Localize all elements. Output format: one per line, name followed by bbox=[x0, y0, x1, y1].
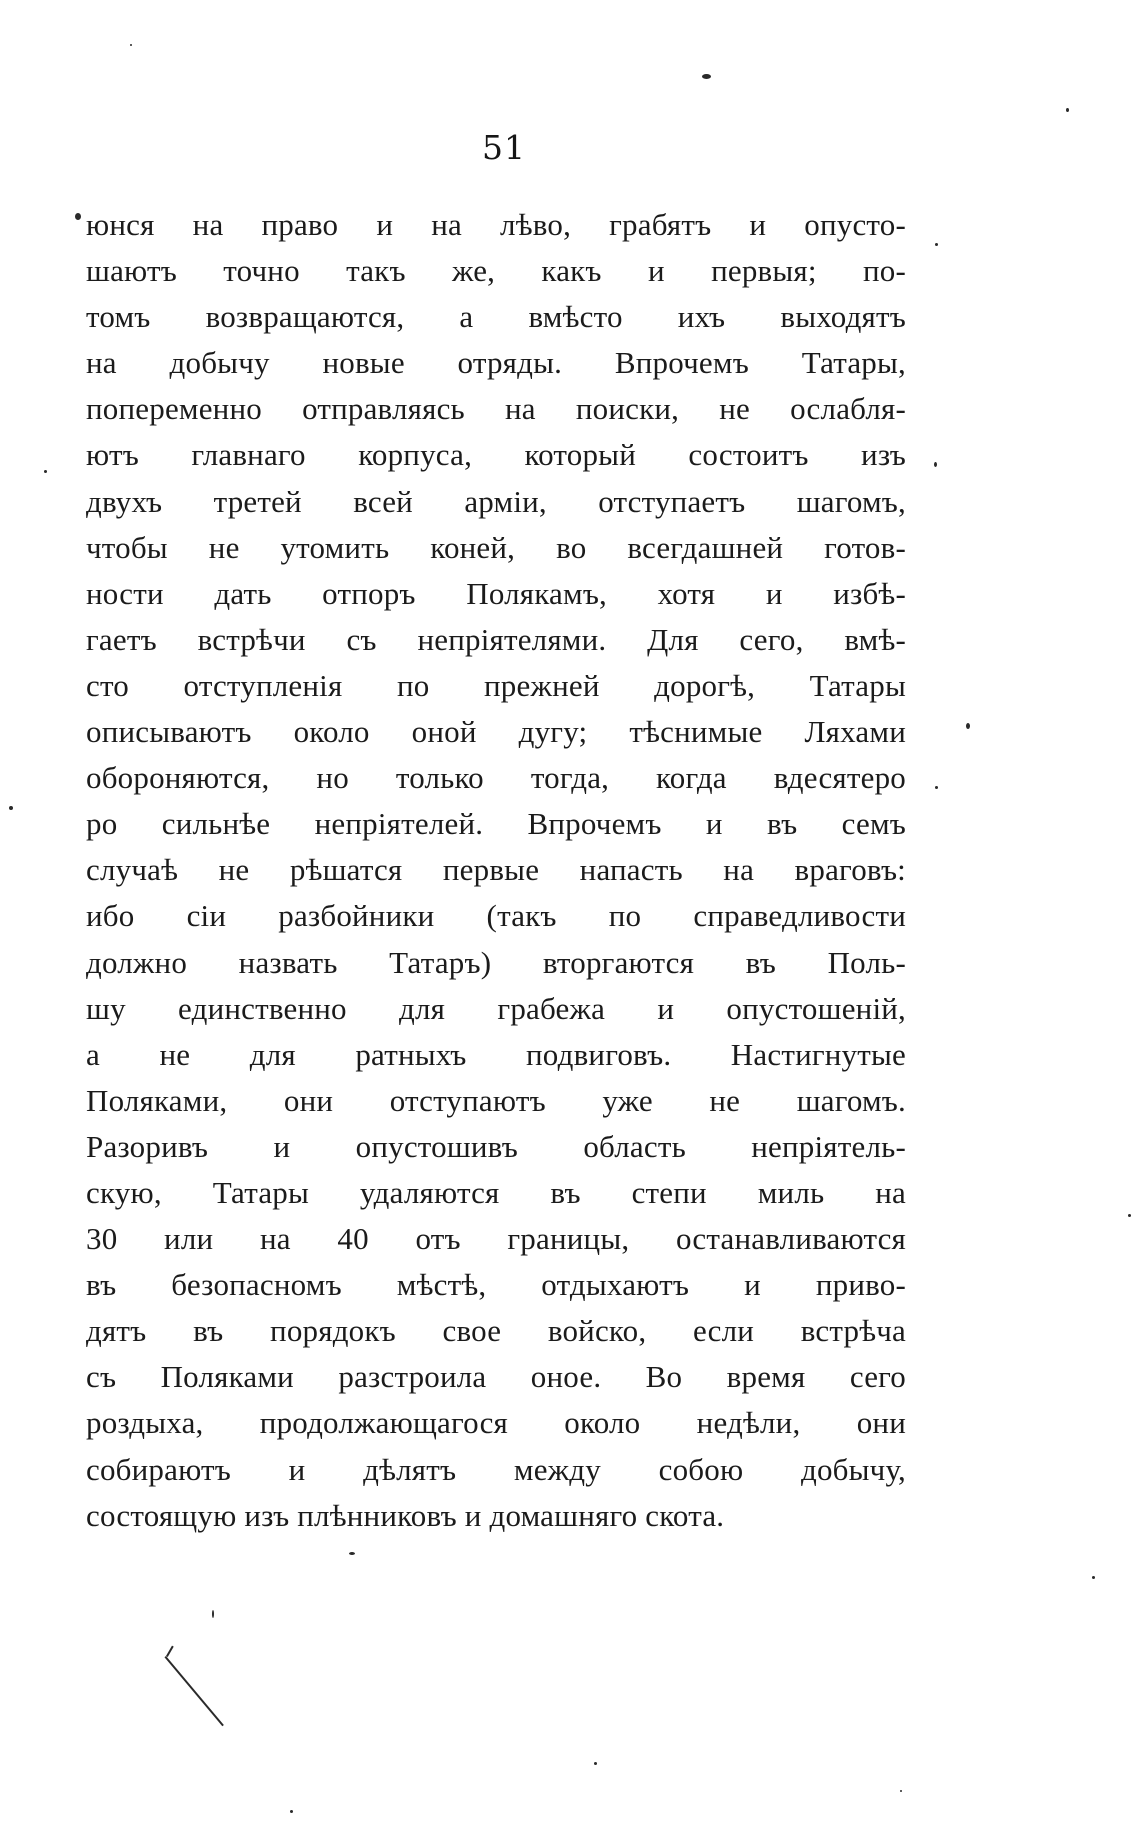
text-line: съ Поляками разстроила оное. Во время сего bbox=[86, 1359, 906, 1395]
scan-speck bbox=[349, 1552, 355, 1555]
text-line: ибо сіи разбойники (такъ по справедливости bbox=[86, 898, 906, 934]
text-line: юнся на право и на лѣво, грабятъ и опусто- bbox=[86, 207, 906, 242]
scan-speck bbox=[130, 44, 132, 46]
body-text bbox=[86, 202, 906, 1539]
text-line: скую, Татары удаляются въ степи миль на bbox=[86, 1174, 906, 1210]
text-line: а не для ратныхъ подвиговъ. Настигнутые bbox=[86, 1036, 906, 1072]
text-line: чтобы не утомить коней, во всегдашней готов- bbox=[86, 529, 906, 565]
text-line: состоящую изъ плѣнниковъ и домашняго скота. bbox=[86, 1497, 725, 1533]
text-line: ро сильнѣе непріятелей. Впрочемъ и въ семъ bbox=[86, 806, 906, 842]
scan-scratch bbox=[166, 1646, 174, 1657]
text-line: шу единственно для грабежа и опустошеній, bbox=[86, 990, 906, 1026]
scan-speck bbox=[966, 723, 970, 729]
text-line: двухъ третей всей арміи, отступаетъ шагомъ, bbox=[86, 483, 906, 519]
scan-scratch bbox=[164, 1656, 223, 1726]
scan-speck bbox=[290, 1810, 293, 1813]
scan-speck bbox=[900, 1790, 902, 1792]
text-line: въ безопасномъ мѣстѣ, отдыхаютъ и приво- bbox=[86, 1267, 906, 1303]
page-number: 51 bbox=[482, 128, 526, 167]
text-line: 30 или на 40 отъ границы, останавливаются bbox=[86, 1221, 906, 1257]
scan-speck bbox=[935, 243, 938, 246]
text-line: обороняются, но только тогда, когда вдесятеро bbox=[86, 760, 906, 796]
scan-speck bbox=[1092, 1576, 1095, 1579]
text-line: попеременно отправляясь на поиски, не ослабля- bbox=[86, 391, 906, 427]
scan-speck bbox=[594, 1762, 597, 1765]
text-line: описываютъ около оной дугу; тѣснимые Ляхами bbox=[86, 714, 906, 750]
text-line: шаютъ точно такъ же, какъ и первыя; по- bbox=[86, 253, 906, 289]
scan-speck bbox=[75, 213, 81, 220]
text-line: ности дать отпоръ Полякамъ, хотя и избѣ- bbox=[86, 575, 906, 611]
text-line: томъ возвращаются, а вмѣсто ихъ выходятъ bbox=[86, 299, 906, 335]
text-line: Поляками, они отступаютъ уже не шагомъ. bbox=[86, 1082, 906, 1118]
text-line: ютъ главнаго корпуса, который состоитъ изъ bbox=[86, 437, 906, 473]
text-line: собираютъ и дѣлятъ между собою добычу, bbox=[86, 1451, 906, 1487]
scan-speck bbox=[9, 806, 13, 810]
text-line: на добычу новые отряды. Впрочемъ Татары, bbox=[86, 345, 906, 381]
text-line: роздыха, продолжающагося около недѣли, они bbox=[86, 1405, 906, 1441]
scan-speck bbox=[935, 786, 938, 789]
scan-speck bbox=[702, 74, 711, 79]
text-line: гаетъ встрѣчи съ непріятелями. Для сего, вмѣ- bbox=[86, 621, 906, 657]
scan-speck bbox=[1128, 1214, 1131, 1217]
text-line: сто отступленія по прежней дорогѣ, Татары bbox=[86, 667, 906, 703]
text-line: Разоривъ и опустошивъ область непріятель- bbox=[86, 1128, 906, 1164]
scan-speck bbox=[934, 462, 937, 467]
scan-speck bbox=[212, 1610, 214, 1618]
scan-speck bbox=[44, 470, 47, 473]
text-line: случаѣ не рѣшатся первые напасть на враговъ: bbox=[86, 852, 906, 888]
text-line: дятъ въ порядокъ свое войско, если встрѣча bbox=[86, 1313, 906, 1349]
scan-speck bbox=[1066, 108, 1069, 112]
text-line: должно назвать Татаръ) вторгаются въ Поль- bbox=[86, 944, 906, 980]
